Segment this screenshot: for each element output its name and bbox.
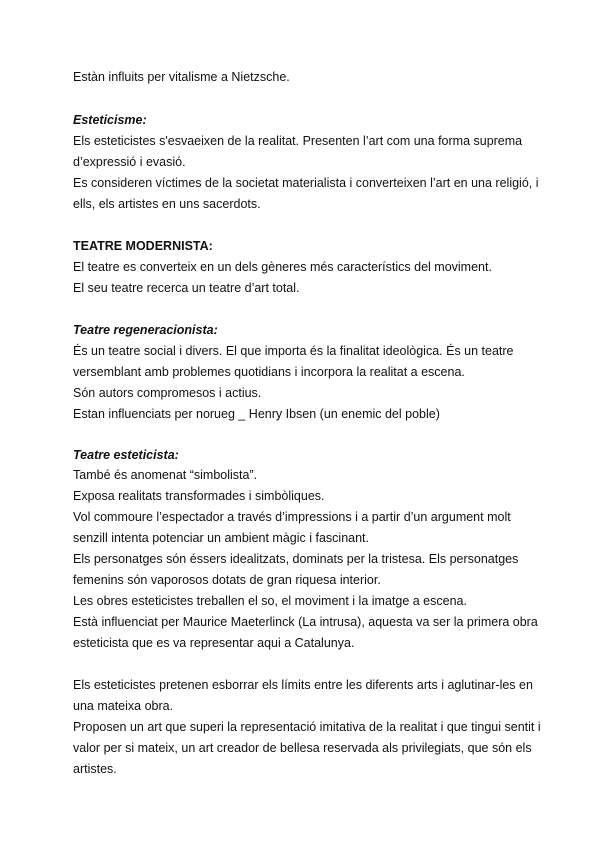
paragraph-line: versemblant amb problemes quotidians i incorpora la realitat a escena. [73,365,465,379]
paragraph-line: Està influenciat per Maurice Maeterlinck (La intrusa), aquesta va ser la primera obra [73,615,538,629]
paragraph-line: ells, els artistes en uns sacerdots. [73,197,261,211]
paragraph-line: femenins són vaporosos dotats de gran riquesa interior. [73,573,381,587]
paragraph-line: També és anomenat “simbolista”. [73,468,258,482]
paragraph-line: Estan influenciats per norueg _ Henry Ibsen (un enemic del poble) [73,407,440,421]
paragraph-line: valor per si mateix, un art creador de bellesa reservada als privilegiats, que són els [73,741,532,755]
paragraph-line: Exposa realitats transformades i simbòliques. [73,489,325,503]
paragraph-line: artistes. [73,762,117,776]
heading-esteticisme: Esteticisme: [73,113,147,127]
paragraph-line: Es consideren víctimes de la societat materialista i converteixen l’art en una religió, i [73,176,539,190]
heading-teatre-regeneracionista: Teatre regeneracionista: [73,323,218,337]
heading-teatre-esteticista: Teatre esteticista: [73,448,179,462]
paragraph-line: una mateixa obra. [73,699,174,713]
paragraph-line: Els esteticistes pretenen esborrar els límits entre les diferents arts i aglutinar-les en [73,678,533,692]
paragraph-line: El teatre es converteix en un dels gèneres més característics del moviment. [73,260,492,274]
paragraph-line: Les obres esteticistes treballen el so, el moviment i la imatge a escena. [73,594,467,608]
paragraph-line: Proposen un art que superi la representació imitativa de la realitat i que tingui sentit i [73,720,541,734]
paragraph-line: És un teatre social i divers. El que importa és la finalitat ideològica. És un teatre [73,344,514,358]
paragraph-line: senzill intenta potenciar un ambient màgic i fascinant. [73,531,369,545]
intro-line: Estàn influits per vitalisme a Nietzsche. [73,70,290,84]
paragraph-line: El seu teatre recerca un teatre d’art total. [73,281,300,295]
paragraph-line: esteticista que es va representar aqui a Catalunya. [73,636,355,650]
paragraph-line: Vol commoure l’espectador a través d’impressions i a partir d’un argument molt [73,510,511,524]
paragraph-line: Els esteticistes s'esvaeixen de la realitat. Presenten l’art com una forma suprema [73,134,523,148]
paragraph-line: d’expressió i evasió. [73,155,186,169]
heading-teatre-modernista: TEATRE MODERNISTA: [73,239,213,253]
paragraph-line: Són autors compromesos i actius. [73,386,262,400]
paragraph-line: Els personatges són éssers idealitzats, dominats per la tristesa. Els personatges [73,552,519,566]
